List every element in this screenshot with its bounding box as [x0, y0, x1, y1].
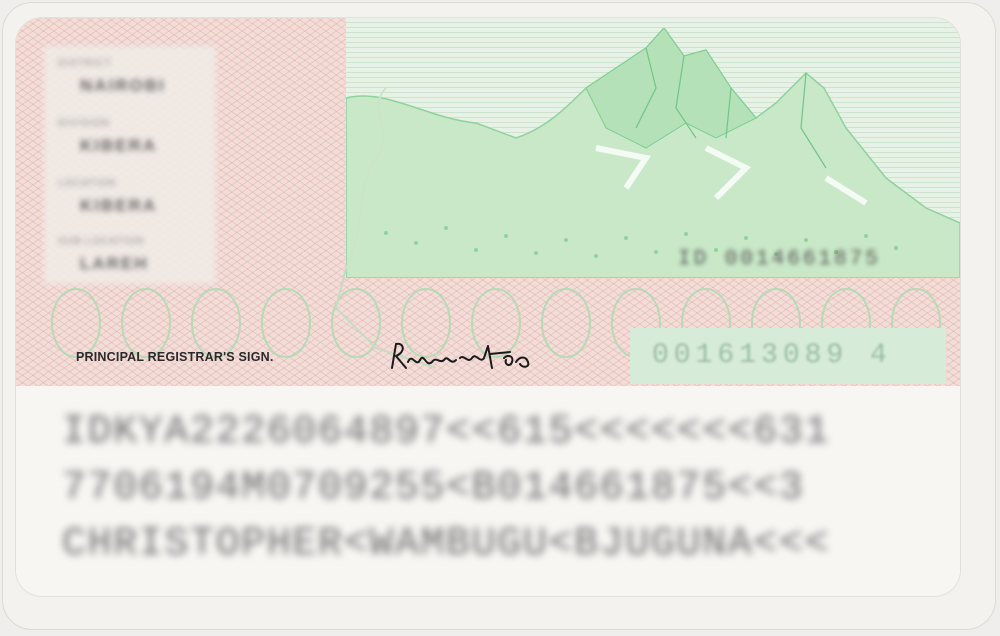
location-label: LOCATION	[58, 178, 117, 189]
id-number: ID 0014661875	[678, 248, 881, 271]
district-label: DISTRICT	[58, 58, 113, 69]
personal-details-block	[44, 46, 216, 284]
mountain-illustration	[346, 28, 960, 278]
mrz-line-2: 7706194M0709255<B014661875<<3	[62, 466, 805, 511]
id-card-back	[16, 18, 960, 596]
mrz-line-1: IDKYA2226064897<<615<<<<<<<631	[62, 410, 831, 455]
division-label: DIVISION	[58, 118, 110, 129]
location-value: KIBERA	[80, 196, 158, 215]
division-value: KIBERA	[80, 136, 158, 155]
registrar-signature	[386, 334, 556, 378]
mrz-line-3: CHRISTOPHER<WAMBUGU<BJUGUNA<<<	[62, 522, 831, 567]
machine-readable-zone	[16, 386, 960, 596]
district-value: NAIROBI	[80, 76, 166, 95]
sub-location-label: SUB-LOCATION	[58, 236, 145, 247]
serial-number-box	[630, 328, 946, 384]
serial-number: 001613089 4	[652, 340, 892, 371]
registrar-signature-label: PRINCIPAL REGISTRAR'S SIGN.	[76, 350, 274, 364]
sub-location-value: LAREH	[80, 254, 149, 273]
